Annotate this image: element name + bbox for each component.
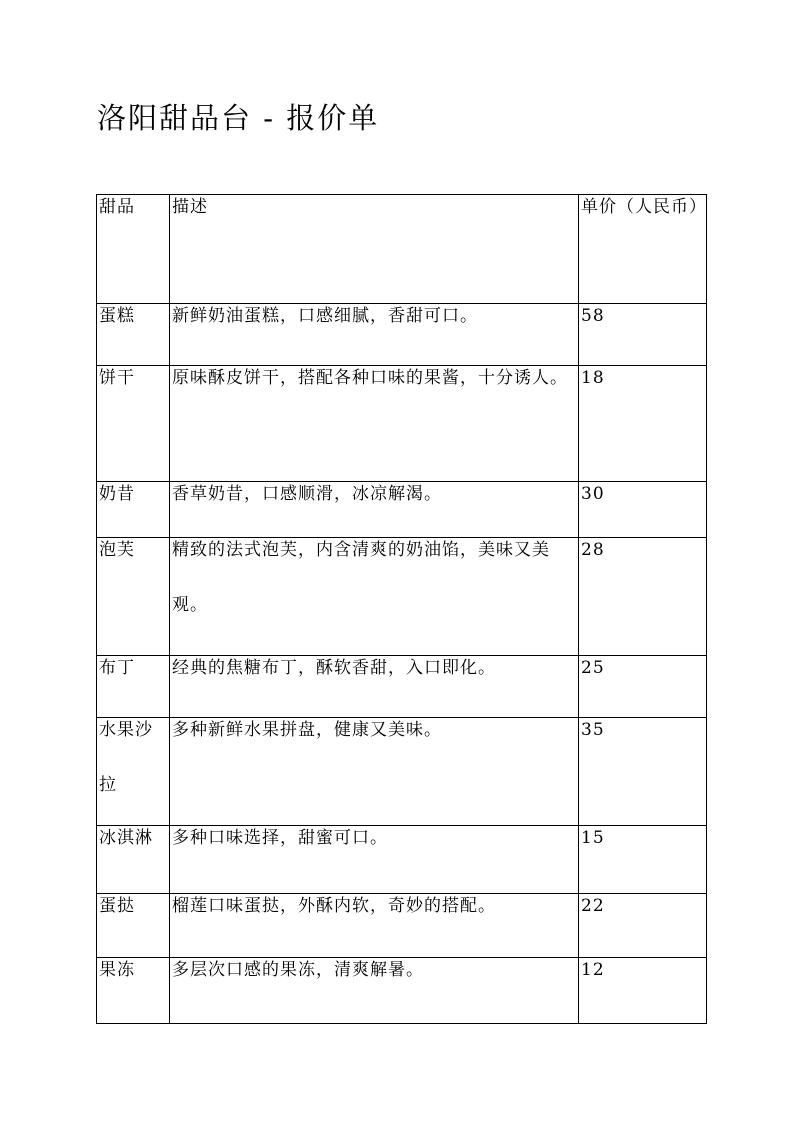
price-cell: 28 (579, 538, 707, 656)
dessert-name-cell: 泡芙 (97, 538, 170, 656)
table-row (97, 538, 707, 656)
table-row (97, 718, 707, 826)
dessert-name-cell: 布丁 (97, 656, 170, 718)
price-cell: 18 (579, 366, 707, 482)
description-cell: 香草奶昔，口感顺滑，冰凉解渴。 (170, 482, 579, 538)
dessert-name-cell: 蛋糕 (97, 304, 170, 366)
price-cell: 35 (579, 718, 707, 826)
quote-table (96, 194, 707, 1024)
description-cell: 多种口味选择，甜蜜可口。 (170, 826, 579, 894)
dessert-name-cell: 蛋挞 (97, 894, 170, 958)
dessert-name-cell: 冰淇淋 (97, 826, 170, 894)
header-cell-dessert: 甜品 (97, 195, 170, 304)
dessert-name-cell: 水果沙拉 (97, 718, 170, 826)
price-cell: 15 (579, 826, 707, 894)
header-cell-price: 单价（人民币） (579, 195, 707, 304)
dessert-name-cell: 奶昔 (97, 482, 170, 538)
dessert-name-cell: 果冻 (97, 958, 170, 1024)
price-cell: 30 (579, 482, 707, 538)
price-cell: 58 (579, 304, 707, 366)
description-cell: 精致的法式泡芙，内含清爽的奶油馅，美味又美观。 (170, 538, 579, 656)
price-cell: 25 (579, 656, 707, 718)
description-cell: 原味酥皮饼干，搭配各种口味的果酱，十分诱人。 (170, 366, 579, 482)
table-row (97, 366, 707, 482)
price-cell: 22 (579, 894, 707, 958)
description-cell: 新鲜奶油蛋糕，口感细腻，香甜可口。 (170, 304, 579, 366)
description-cell: 榴莲口味蛋挞，外酥内软，奇妙的搭配。 (170, 894, 579, 958)
document-title: 洛阳甜品台 - 报价单 (97, 101, 380, 135)
table-header-row (97, 195, 707, 304)
description-cell: 多层次口感的果冻，清爽解暑。 (170, 958, 579, 1024)
description-cell: 多种新鲜水果拼盘，健康又美味。 (170, 718, 579, 826)
header-cell-description: 描述 (170, 195, 579, 304)
price-cell: 12 (579, 958, 707, 1024)
table-row (97, 958, 707, 1024)
dessert-name-cell: 饼干 (97, 366, 170, 482)
description-cell: 经典的焦糖布丁，酥软香甜，入口即化。 (170, 656, 579, 718)
